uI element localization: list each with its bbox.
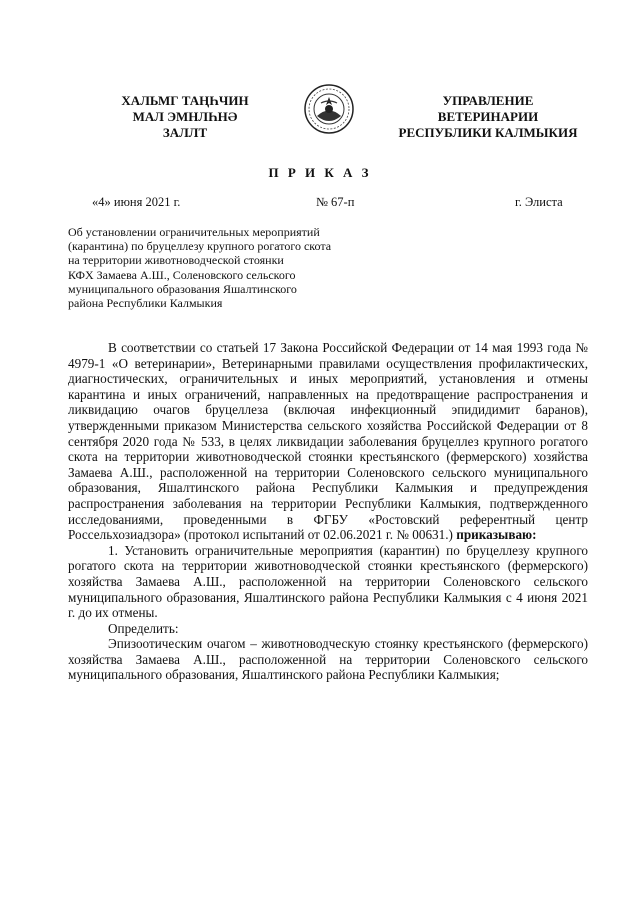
header-right-line: ВЕТЕРИНАРИИ (437, 109, 539, 124)
header-right-line: РЕСПУБЛИКИ КАЛМЫКИЯ (398, 125, 578, 140)
subject-line: Об установлении ограничительных мероприятий (68, 225, 320, 239)
focus-paragraph: Эпизоотическим очагом – животноводческую стоянку крестьянского (фермерского) хозяйства Замаева А.Ш., расположенной на территории Соленовского сельского муниципального образования, Яшалтинского района Республики Калмыкия; (68, 636, 588, 683)
order-number: № 67-п (316, 195, 355, 209)
header-left-line: ЗАЛЛТ (162, 125, 208, 140)
header-left-line: ХАЛЬМГ ТАҢҺЧИН (121, 93, 249, 108)
item-1-paragraph: 1. Установить ограничительные мероприятия (карантин) по бруцеллезу крупного рогатого скота на территории животноводческой стоянки крестьянского (фермерского) хозяйства Замаева А.Ш., расположенной на территории Соленовского сельского муниципального образования, Яшалтинского района Республики Калмыкия с 4 июня 2021 г. до их отмены. (68, 542, 588, 621)
subject-line: КФХ Замаева А.Ш., Соленовского сельского (68, 267, 296, 282)
kalmykia-emblem-icon (303, 83, 355, 135)
preamble-paragraph (68, 340, 588, 543)
header-left-line: МАЛ ЭМНЛҺНӘ (132, 109, 238, 124)
order-subject (68, 225, 348, 310)
header-right-line: УПРАВЛЕНИЕ (442, 93, 534, 108)
order-word: приказываю: (456, 527, 537, 543)
header-right-org (398, 93, 578, 141)
header-left-org (105, 93, 265, 141)
order-body (68, 340, 588, 683)
define-paragraph: Определить: (108, 620, 179, 636)
order-date: «4» июня 2021 г. (92, 195, 181, 209)
preamble-text: В соответствии со статьей 17 Закона Российской Федерации от 14 мая 1993 года № 4979-1 «О ветеринарии», Ветеринарными правилами осуществления профилактических, диагностических, ограничительных и иных мероприятий, установления и отмены карантина и иных ограничений, направленных на предотвращение распространения и ликвидацию очагов бруцеллеза (включая инфекционный эпидидимит баранов), утвержденными приказом Министерства сельского хозяйства Российской Федерации от 8 сентября 2020 года № 533, в целях ликвидации заболевания бруцеллез крупного рогатого скота на территории животноводческой стоянки крестьянского (фермерского) хозяйства Замаева А.Ш., расположенной на территории Соленовского сельского муниципального образования, Яшалтинского района Республики Калмыкия и предупреждения распространения заболевания на территории Республики Калмыкия, подтвержденного исследованиями, проведенными в ФГБУ «Ростовский референтный центр Россельхозиадзора» (протокол испытаний от 02.06.2021 г. № 00631.) (68, 340, 588, 543)
subject-line: района Республики Калмыкия (68, 296, 223, 311)
subject-line: муниципального образования Яшалтинского (68, 281, 297, 296)
subject-line: (карантина) по бруцеллезу крупного рогатого скота (68, 239, 332, 254)
subject-line: на территории животноводческой стоянки (68, 253, 284, 268)
document-title: П Р И К А З (268, 165, 372, 180)
order-city: г. Элиста (515, 195, 563, 209)
